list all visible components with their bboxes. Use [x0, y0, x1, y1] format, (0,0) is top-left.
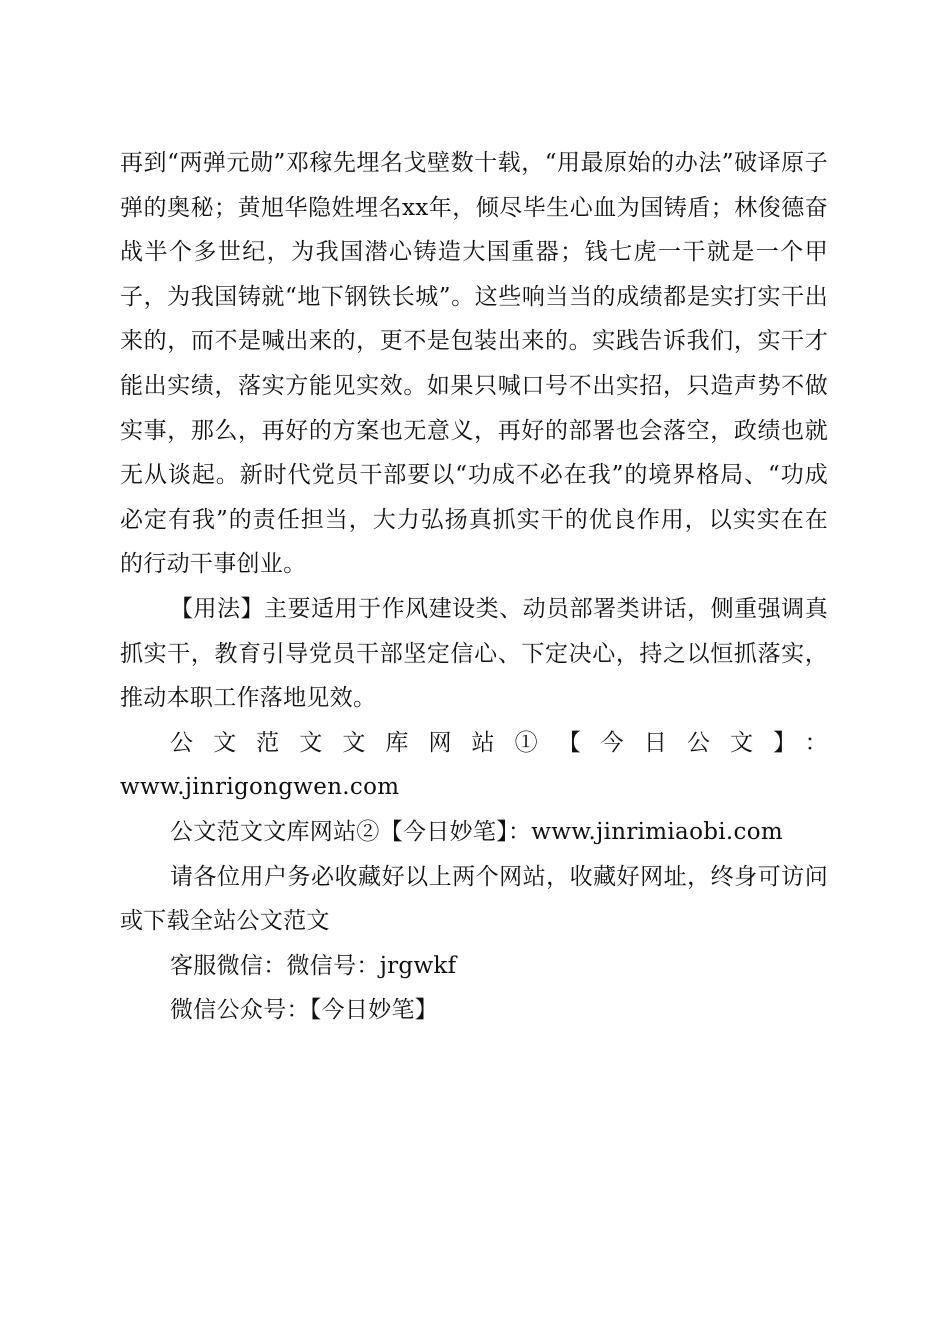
usage-paragraph: 【用法】主要适用于作风建设类、动员部署类讲话，侧重强调真抓实干，教育引导党员干部坚定信心、下定决心，持之以恒抓落实，推动本职工作落地见效。 [120, 595, 828, 712]
main-paragraph: 再到“两弹元勋”邓稼先埋名戈壁数十载，“用最原始的办法”破译原子弹的奥秘；黄旭华隐姓埋名xx年，倾尽毕生心血为国铸盾；林俊德奋战半个多世纪，为我国潜心铸造大国重器；钱七虎一干就是一个甲子，为我国铸就“地下钢铁长城”。这些响当当的成绩都是实打实干出来的，而不是喊出来的，更不是包装出来的。实践告诉我们，实干才能出实绩，落实方能见实效。如果只喊口号不出实招，只造声势不做实事，那么，再好的方案也无意义，再好的部署也会落空，政绩也就无从谈起。新时代党员干部要以“功成不必在我”的境界格局、“功成必定有我”的责任担当，大力弘扬真抓实干的优良作用，以实实在在的行动干事创业。 [120, 150, 828, 578]
customer-service-line: 客服微信：微信号：jrgwkf [170, 952, 457, 979]
site1-line: 公文范文文库网站①【今日公文】： [170, 729, 828, 756]
site1-url: www.jinrigongwen.com [120, 774, 400, 801]
reminder-paragraph: 请各位用户务必收藏好以上两个网站，收藏好网址，终身可访问或下载全站公文范文 [120, 863, 828, 935]
wechat-account-line: 微信公众号：【今日妙笔】 [170, 997, 439, 1024]
site2-line: 公文范文文库网站②【今日妙笔】：www.jinrimiaobi.com [170, 818, 783, 845]
document-body [120, 141, 828, 1033]
